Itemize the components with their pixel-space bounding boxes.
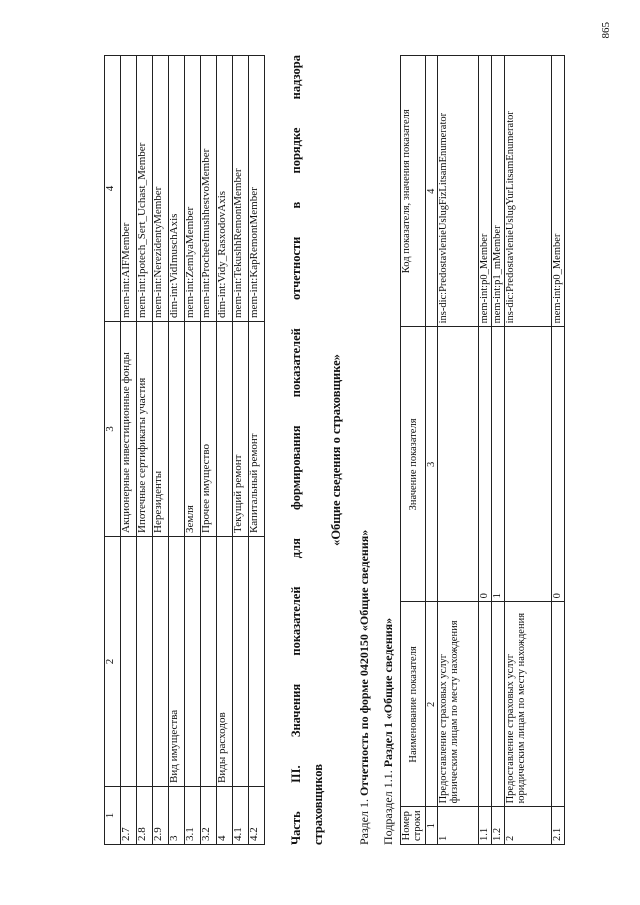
table-row <box>137 56 153 845</box>
member-name: Текущий ремонт <box>233 322 249 537</box>
member-name: Земля <box>185 322 201 537</box>
table-row <box>233 56 249 845</box>
member-code: mem-int:NerezidentyMember <box>153 56 169 322</box>
table-row <box>249 56 265 845</box>
member-name: Ипотечные сертификаты участия <box>137 322 153 537</box>
member-code: mem-int:AIFMember <box>121 56 137 322</box>
member-code: dim-int:Vidy_RasxodovAxis <box>217 56 233 322</box>
row-number: 2 <box>505 807 552 845</box>
table-row <box>552 56 565 845</box>
row-number: 4 <box>217 787 233 845</box>
header-cell: Код показателя, значения показателя <box>401 56 426 327</box>
table-row <box>505 56 552 845</box>
table-header-num-row <box>426 56 438 845</box>
indicator-value <box>505 327 552 602</box>
axis-name <box>201 537 217 787</box>
member-code: mem-int:TekushhRemontMember <box>233 56 249 322</box>
indicator-code: ins-dic:PredostavlenieUslugYurLitsamEnumerator <box>505 56 552 327</box>
row-number: 4.1 <box>233 787 249 845</box>
member-name: Прочее имущество <box>201 322 217 537</box>
axis-name <box>233 537 249 787</box>
general-info-table <box>400 55 565 845</box>
header-cell: 1 <box>105 787 121 845</box>
member-code: dim-int:VidImuschAxis <box>169 56 185 322</box>
member-name: Нерезиденты <box>153 322 169 537</box>
indicator-code: mem-int:p1_mMember <box>492 56 505 327</box>
table-row <box>217 56 233 845</box>
row-number: 2.7 <box>121 787 137 845</box>
member-name <box>217 322 233 537</box>
indicator-value: 0 <box>552 327 565 602</box>
axis-name <box>249 537 265 787</box>
table-header-row <box>105 56 121 845</box>
table-header-row <box>401 56 426 845</box>
member-code: mem-int:KapRemontMember <box>249 56 265 322</box>
indicator-name <box>479 602 492 807</box>
row-number: 1 <box>438 807 479 845</box>
row-number: 2.9 <box>153 787 169 845</box>
indicator-name <box>552 602 565 807</box>
indicator-code: ins-dic:PredostavlenieUslugFizLitsamEnumerator <box>438 56 479 327</box>
indicator-name: Предоставление страховых услуг юридическим лицам по месту нахождения <box>505 602 552 807</box>
header-cell: Наименование показателя <box>401 602 426 807</box>
section-title: «Общие сведения о страховщике» <box>329 354 343 546</box>
indicator-name <box>492 602 505 807</box>
table-row <box>201 56 217 845</box>
header-num-cell: 3 <box>426 327 438 602</box>
member-name: Капитальный ремонт <box>249 322 265 537</box>
razdel-heading <box>356 530 372 845</box>
axis-name <box>153 537 169 787</box>
part-title-line2: страховщиков <box>311 764 325 845</box>
members-table <box>104 55 265 845</box>
header-num-cell: 4 <box>426 56 438 327</box>
row-number: 3.2 <box>201 787 217 845</box>
page-number: 865 <box>600 22 612 39</box>
table-row <box>169 56 185 845</box>
member-name <box>169 322 185 537</box>
indicator-code: mem-int:p0_Member <box>552 56 565 327</box>
member-code: mem-int:ZemlyaMember <box>185 56 201 322</box>
axis-name <box>137 537 153 787</box>
podrazdel-heading <box>380 618 396 845</box>
row-number: 2.8 <box>137 787 153 845</box>
header-cell: Номер строки <box>401 807 426 845</box>
header-cell: 3 <box>105 322 121 537</box>
indicator-code: mem-int:p0_Member <box>479 56 492 327</box>
indicator-value: 1 <box>492 327 505 602</box>
podrazdel-prefix: Подраздел 1.1. <box>381 767 395 845</box>
indicator-value <box>438 327 479 602</box>
header-cell: 2 <box>105 537 121 787</box>
razdel-title: Отчетность по форме 0420150 «Общие сведения» <box>357 529 371 797</box>
part-title-line1: Часть III. Значения показателей для формирования показателей отчетности в порядке надзора <box>289 55 303 845</box>
table-row <box>479 56 492 845</box>
row-number: 4.2 <box>249 787 265 845</box>
axis-name <box>185 537 201 787</box>
member-name: Акционерные инвестиционные фонды <box>121 322 137 537</box>
header-num-cell: 1 <box>426 807 438 845</box>
row-number: 2.1 <box>552 807 565 845</box>
member-code: mem-int:ProcheeImushhestvoMember <box>201 56 217 322</box>
row-number: 3.1 <box>185 787 201 845</box>
indicator-value: 0 <box>479 327 492 602</box>
table-row <box>185 56 201 845</box>
axis-name: Вид имущества <box>169 537 185 787</box>
table-row <box>438 56 479 845</box>
table-row <box>153 56 169 845</box>
header-cell: Значение показателя <box>401 327 426 602</box>
table-row <box>492 56 505 845</box>
row-number: 3 <box>169 787 185 845</box>
member-code: mem-int:Ipotech_Sert_Uchast_Member <box>137 56 153 322</box>
axis-name: Виды расходов <box>217 537 233 787</box>
row-number: 1.1 <box>479 807 492 845</box>
header-num-cell: 2 <box>426 602 438 807</box>
header-cell: 4 <box>105 56 121 322</box>
indicator-name: Предоставление страховых услуг физическим лицам по месту нахождения <box>438 602 479 807</box>
table-row <box>121 56 137 845</box>
podrazdel-title: Раздел 1 «Общие сведения» <box>381 617 395 768</box>
axis-name <box>121 537 137 787</box>
razdel-prefix: Раздел 1. <box>357 796 371 845</box>
row-number: 1.2 <box>492 807 505 845</box>
